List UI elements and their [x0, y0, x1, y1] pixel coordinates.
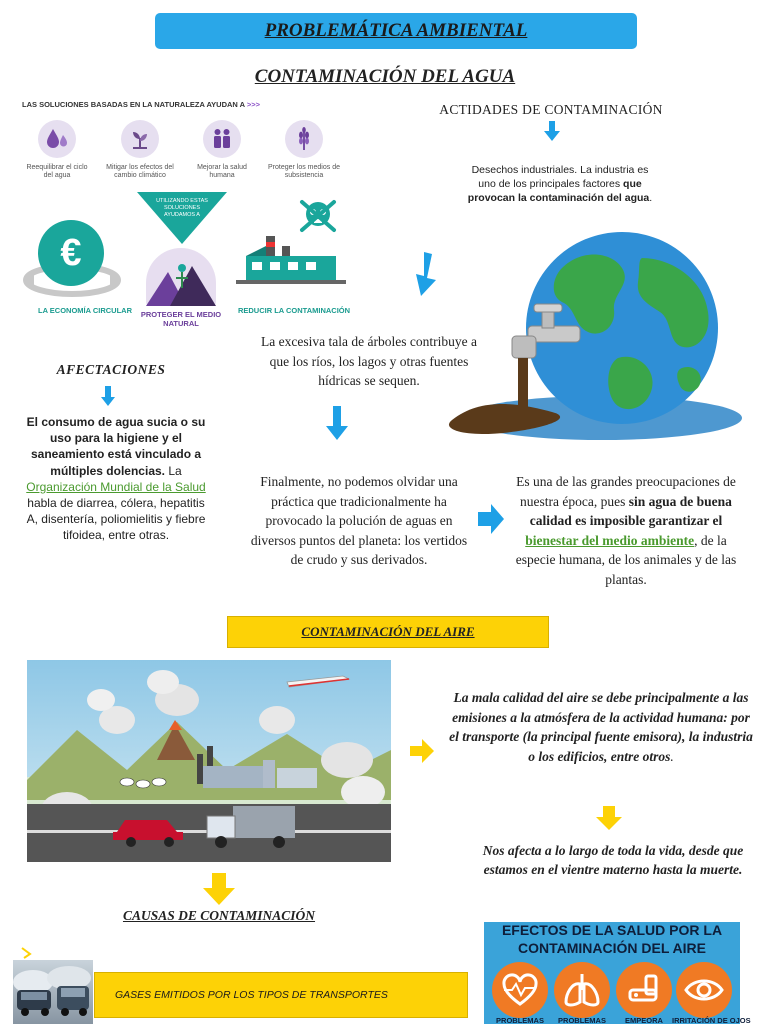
health-item-label: PROBLEMAS	[496, 1016, 544, 1025]
funnel-text: UTILIZANDO ESTAS SOLUCIONES AYUDAMOS A	[156, 198, 208, 219]
heart-pulse-icon	[492, 962, 548, 1018]
air-section-title-box	[227, 616, 549, 648]
inhaler-icon	[616, 962, 672, 1018]
arrow-down-icon	[544, 121, 560, 141]
gases-box	[94, 972, 468, 1018]
wheat-icon	[285, 120, 323, 158]
infographic-heading-arrows: >>>	[246, 100, 261, 109]
plant-icon	[121, 120, 159, 158]
main-title: PROBLEMÁTICA AMBIENTAL	[264, 20, 528, 41]
oil-spill-text: Finalmente, no podemos olvidar una práctica que tradicionalmente ha provocado la polución de aguas en diversos puntos del planeta: los vertidos de crudo y sus derivados.	[250, 474, 468, 568]
traffic-photo	[13, 960, 93, 1024]
infographic-item-label: Mejorar la salud humana	[197, 164, 247, 180]
arrow-down-icon	[101, 386, 115, 406]
health-item-label: IRRITACIÓN DE OJOS	[672, 1016, 751, 1025]
infographic-item-label: Reequilibrar el ciclo del agua	[26, 164, 88, 180]
water-quality-concern-text: Es una de las grandes preocupaciones de nuestra época, pues sin agua de buena calidad es imposible garantizar el bienestar del medio ambiente, de la especie humana, de los animales y de las plantas.	[515, 474, 737, 587]
factory-skull-icon	[236, 194, 346, 290]
health-panel-title: EFECTOS DE LA SALUD POR LA CONTAMINACIÓN DEL AIRE	[501, 922, 723, 956]
health-item-label: PROBLEMAS	[558, 1016, 606, 1025]
activities-heading: ACTIDADES DE CONTAMINACIÓN	[439, 102, 663, 117]
air-pollution-illustration	[27, 660, 391, 862]
health-effects-panel	[484, 922, 751, 1025]
infographic-item-label: Mitigar los efectos del cambio climático	[106, 164, 174, 180]
decorative-mark-icon	[20, 946, 34, 960]
afectaciones-heading: AFECTACIONES	[56, 362, 166, 377]
afectaciones-text: El consumo de agua sucia o su uso para la higiene y el saneamiento está vinculado a múltiples dolencias. La Organización Mundial de la Salud habla de diarrea, cólera, hepatitis A, disentería, poliomielitis y fiebre tifoidea, entre otras.	[26, 415, 206, 543]
lungs-icon	[554, 962, 610, 1018]
reduce-pollution-label: REDUCIR LA CONTAMINACIÓN	[237, 306, 351, 315]
industrial-waste-text: Desechos industriales. La industria es uno de los principales factores que provocan la contaminación del agua.	[467, 164, 653, 205]
arrow-down-yellow-icon	[203, 873, 235, 905]
protect-nature-label: PROTEGER EL MEDIO NATURAL	[140, 310, 222, 328]
infographic-item-label: Proteger los medios de subsistencia	[268, 164, 340, 180]
deforestation-text: La excesiva tala de árboles contribuye a que los ríos, los lagos y otras fuentes hídricas se sequen.	[261, 334, 477, 389]
arrow-right-icon	[478, 504, 504, 534]
circular-economy-label: LA ECONOMÍA CIRCULAR	[37, 306, 133, 315]
who-link[interactable]: Organización Mundial de la Salud	[26, 479, 206, 494]
environment-wellbeing-link[interactable]: bienestar del medio ambiente	[525, 532, 695, 548]
gases-box-text: GASES EMITIDOS POR LOS TIPOS DE TRANSPORTES	[115, 989, 388, 1001]
arrow-right-yellow-icon	[410, 739, 434, 763]
circular-economy-graphic	[36, 220, 108, 292]
arrow-down-yellow-icon	[596, 806, 622, 830]
water-section-title: CONTAMINACIÓN DEL AGUA	[254, 66, 516, 87]
mountains-icon	[146, 248, 216, 306]
arrow-down-icon	[326, 406, 348, 440]
eye-icon	[676, 962, 732, 1018]
air-quality-text: La mala calidad del aire se debe principalmente a las emisiones a la atmósfera de la actividad humana: por el transporte (la principal fuente emisora), la industria o los edificios, entre otros.	[449, 690, 753, 764]
infographic-heading: LAS SOLUCIONES BASADAS EN LA NATURALEZA AYUDAN A	[22, 100, 245, 109]
main-title-banner	[155, 13, 637, 49]
causes-heading: CAUSAS DE CONTAMINACIÓN	[122, 908, 316, 923]
health-item-label: EMPEORA	[625, 1016, 663, 1025]
people-icon	[203, 120, 241, 158]
arrow-diagonal-icon	[412, 252, 444, 296]
nature-solutions-infographic	[22, 100, 362, 330]
euro-icon: €	[38, 220, 104, 286]
lifetime-effects-text: Nos afecta a lo largo de toda la vida, desde que estamos en el vientre materno hasta la muerte.	[482, 843, 744, 877]
air-section-title: CONTAMINACIÓN DEL AIRE	[301, 624, 475, 639]
water-drops-icon	[38, 120, 76, 158]
